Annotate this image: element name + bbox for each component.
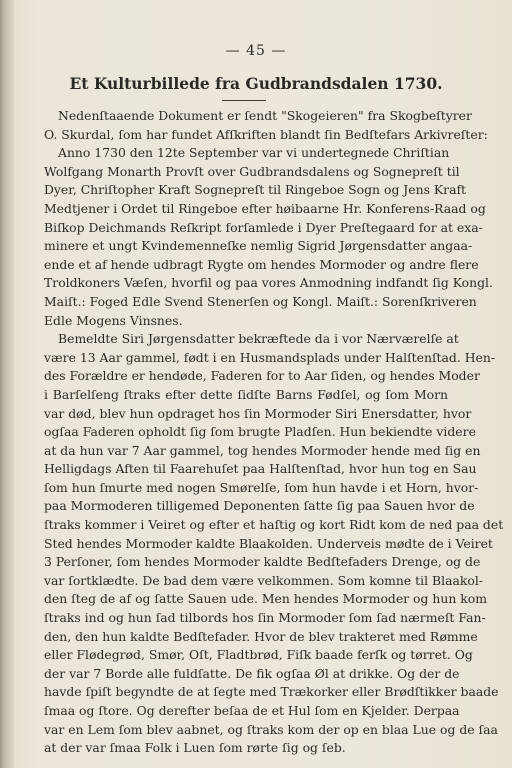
text-line: Bemeldte Siri Jørgensdatter bekræftede da i vor Nærværelſe at — [58, 331, 459, 347]
text-line: Helligdags Aften til Faarehuſet paa Halſtenſtad, hvor hun tog en Sau — [44, 461, 477, 477]
text-line: ſtraks kommer i Veiret og efter et haſtig og kort Ridt kom de ned paa det — [44, 517, 504, 533]
text-line: Medtjener i Ordet til Ringeboe efter høibaarne Hr. Konferens-Raad og — [44, 200, 486, 216]
text-line: ſom hun ſmurte med nogen Smørelſe, ſom hun havde i et Horn, hvor- — [44, 479, 479, 495]
body-text — [44, 107, 504, 758]
text-line: eller Flødegrød, Smør, Oſt, Fladtbrød, Fiſk baade ferſk og tørret. Og — [44, 647, 473, 663]
text-line: Biſkop Deichmands Reſkript forſamlede i Dyer Preſtegaard for at exa- — [44, 219, 483, 235]
text-line: Nedenſtaaende Dokument er ſendt "Skogeieren" fra Skogbeſtyrer — [58, 108, 472, 123]
text-line: Wolfgang Monarth Provſt over Gudbrandsdalens og Sognepreſt til — [44, 163, 460, 179]
text-line: at der var ſmaa Folk i Luen ſom rørte ſig og ſeb. — [44, 740, 346, 756]
text-line: O. Skurdal, ſom har fundet Afſkriften blandt ſin Bedſtefars Arkivreſter: — [44, 126, 488, 142]
text-line: den ſteg de af og ſatte Sauen ude. Men hendes Mormoder og hun kom — [44, 591, 487, 607]
text-line: ſtraks ind og hun ſad tilbords hos ſin Mormoder ſom ſad nærmeſt Fan- — [44, 610, 486, 626]
text-line: den, den hun kaldte Bedſtefader. Hvor de blev trakteret med Rømme — [44, 628, 478, 644]
text-line: 3 Perſoner, ſom hendes Mormoder kaldte Bedſtefaders Drenge, og de — [44, 554, 481, 570]
text-line: ſmaa og ſtore. Og derefter beſaa de et Hul ſom en Kjelder. Derpaa — [44, 703, 460, 718]
book-spine-shadow — [0, 0, 14, 768]
page-number: — 45 — — [225, 43, 287, 59]
text-line: der var 7 Borde alle fuldſatte. De fik ogſaa Øl at drikke. Og der de — [44, 665, 460, 681]
text-line: des Forældre er hendøde, Faderen for to Aar ſiden, og hendes Moder — [44, 368, 480, 384]
text-line: minere et ungt Kvindemenneſke nemlig Sigrid Jørgensdatter angaa- — [44, 238, 473, 254]
text-line: Sted hendes Mormoder kaldte Blaakolden. Underveis mødte de i Veiret — [44, 535, 493, 551]
text-line: ogſaa Faderen opholdt ſig ſom brugte Pladſen. Hun bekiendte videre — [44, 424, 476, 440]
text-line: Maiſt.: Foged Edle Svend Stenerſen og Kongl. Maiſt.: Sorenſkriveren — [44, 293, 477, 309]
text-line: Edle Mogens Vinsnes. — [44, 312, 183, 328]
text-line: havde ſpiſt begyndte de at ſegte med Trækorker eller Brødſtikker baade — [44, 684, 499, 700]
text-line: Dyer, Chriſtopher Kraft Sognepreſt til Ringeboe Sogn og Jens Kraft — [44, 182, 467, 198]
text-line: Troldkoners Væſen, hvorfil og paa vores Anmodning indfandt ſig Kongl. — [44, 275, 493, 291]
article-title: Et Kulturbillede fra Gudbrandsdalen 1730. — [69, 74, 443, 93]
title-divider — [222, 100, 266, 101]
text-line: var død, blev hun opdraget hos ſin Mormoder Siri Enersdatter, hvor — [44, 405, 472, 421]
text-line: være 13 Aar gammel, født i en Husmandsplads under Halſtenſtad. Hen- — [44, 349, 496, 365]
text-line: at da hun var 7 Aar gammel, tog hendes Mormoder hende med ſig en — [44, 442, 481, 458]
text-line: ende et af hende udbragt Rygte om hendes Mormoder og andre flere — [44, 256, 479, 272]
text-line: i Barſelſeng ſtraks efter dette ſidſte Barns Fødſel, og ſom Morn — [44, 386, 448, 402]
text-line: paa Mormoderen tilligemed Deponenten ſatte ſig paa Sauen hvor de — [44, 498, 475, 514]
text-line: Anno 1730 den 12te September var vi undertegnede Chriſtian — [58, 145, 450, 161]
text-line: var en Lem ſom blev aabnet, og ſtraks kom der op en blaa Lue og de ſaa — [44, 721, 498, 737]
text-line: var ſortklædte. De bad dem være velkommen. Som komne til Blaakol- — [44, 572, 483, 588]
